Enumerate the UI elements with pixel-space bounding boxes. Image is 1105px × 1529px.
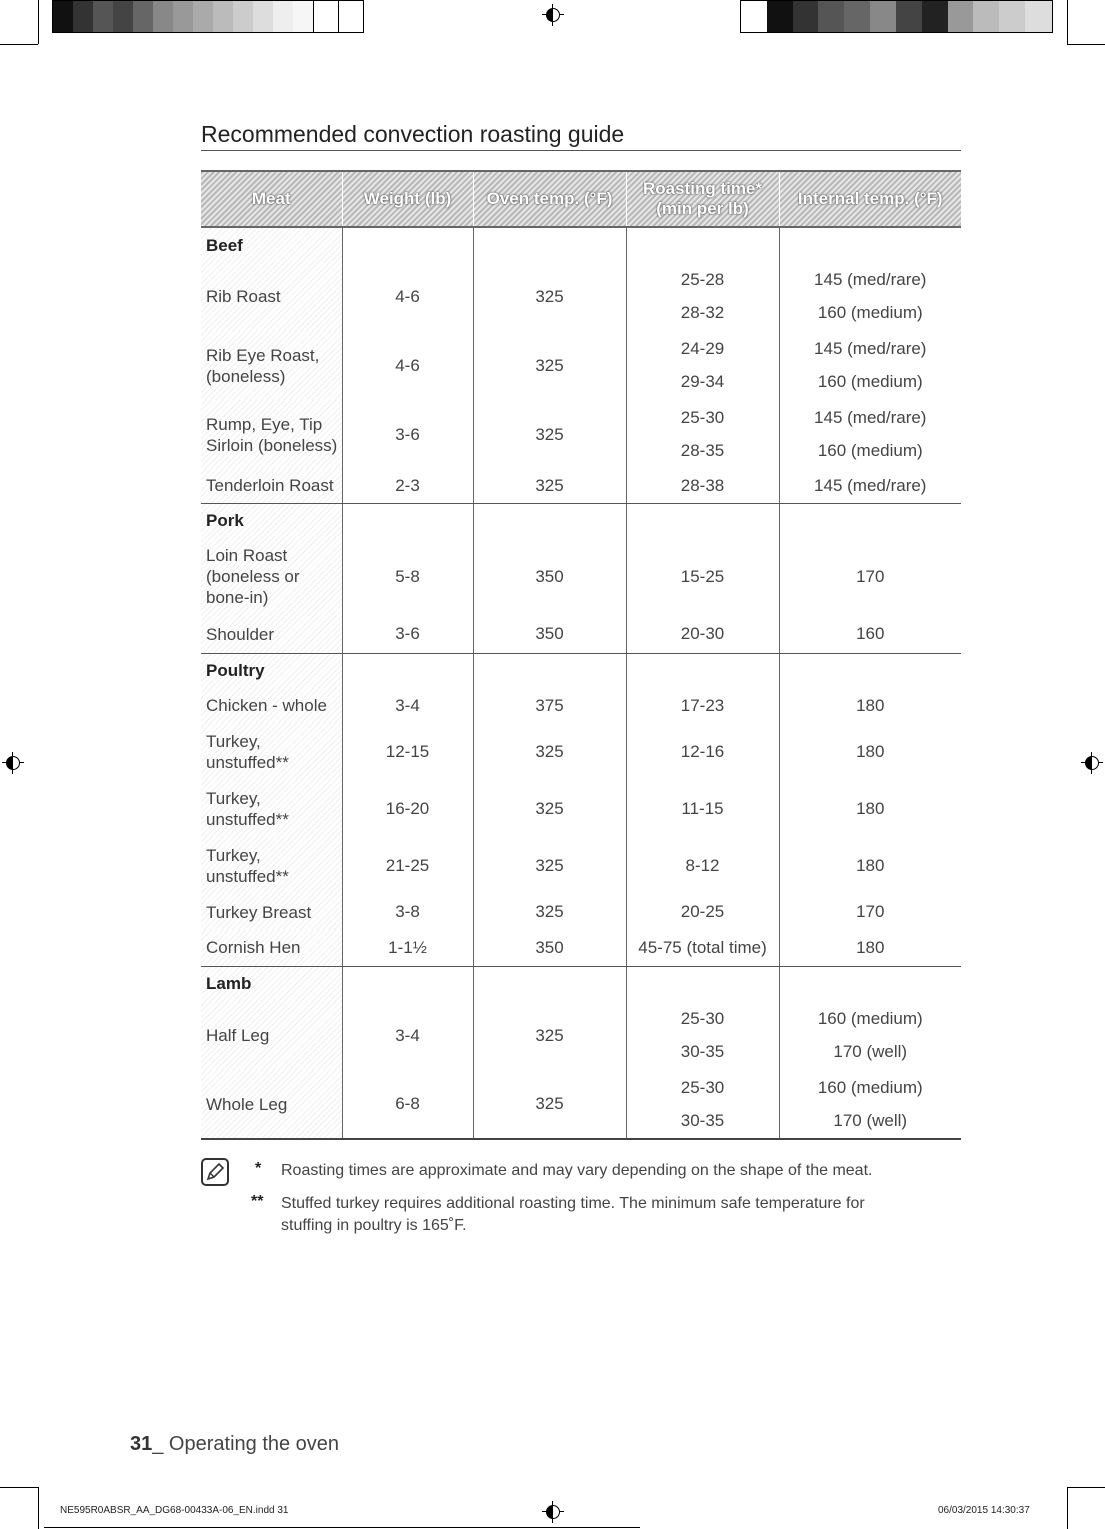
table-row [201, 780, 961, 837]
file-slug: NE595R0ABSR_AA_DG68-00433A-06_EN.indd 31 [60, 1505, 289, 1516]
table-header-row [201, 171, 961, 227]
roasting-time-cell: 25-30 30-35 [626, 1001, 779, 1070]
header-oven-temp: Oven temp. (°F) [473, 171, 626, 227]
meat-cell: Rump, Eye, Tip Sirloin (boneless) [201, 400, 342, 469]
internal-temp-cell: 180 [779, 780, 961, 837]
oven-temp-cell: 325 [473, 837, 626, 894]
internal-temp-cell: 180 [779, 930, 961, 966]
internal-temp-cell: 180 [779, 723, 961, 780]
internal-temp-cell: 180 [779, 837, 961, 894]
page-footer [130, 1433, 339, 1456]
note-text-2-line1: Stuffed turkey requires additional roasting time. The minimum safe temperature for [281, 1195, 865, 1212]
category-row-poultry [201, 653, 961, 688]
oven-temp-cell: 325 [473, 723, 626, 780]
crop-mark [1067, 1487, 1068, 1529]
roasting-guide-table [201, 170, 961, 1140]
internal-temp-cell: 145 (med/rare) [779, 469, 961, 503]
roasting-time-cell: 15-25 [626, 537, 779, 616]
note-text-2-line2: stuffing in poultry is 165˚F. [281, 1217, 467, 1234]
oven-temp-cell: 325 [473, 894, 626, 930]
table-row [201, 723, 961, 780]
weight-cell: 16-20 [342, 780, 473, 837]
color-bar-right [740, 0, 1053, 33]
weight-cell: 2-3 [342, 469, 473, 503]
table-row [201, 537, 961, 616]
note-icon [201, 1158, 229, 1186]
header-roasting-time-line1: Roasting time* [642, 179, 763, 198]
roasting-time-cell: 45-75 (total time) [626, 930, 779, 966]
roasting-time-cell: 8-12 [626, 837, 779, 894]
meat-cell: Rib Roast [201, 262, 342, 331]
table-row [201, 894, 961, 930]
registration-mark-icon [2, 752, 24, 774]
oven-temp-cell: 325 [473, 262, 626, 331]
oven-temp-cell: 325 [473, 469, 626, 503]
internal-temp-cell: 160 (medium) 170 (well) [779, 1001, 961, 1070]
roasting-time-cell: 20-30 [626, 616, 779, 653]
internal-temp-cell: 160 (medium) 170 (well) [779, 1070, 961, 1139]
weight-cell: 3-8 [342, 894, 473, 930]
weight-cell: 3-6 [342, 400, 473, 469]
table-row [201, 616, 961, 653]
table-row [201, 262, 961, 331]
weight-cell: 3-6 [342, 616, 473, 653]
oven-temp-cell: 325 [473, 780, 626, 837]
meat-cell: Loin Roast (boneless or bone-in) [201, 537, 342, 616]
internal-temp-cell: 160 [779, 616, 961, 653]
meat-cell: Turkey, unstuffed** [201, 837, 342, 894]
roasting-time-cell: 12-16 [626, 723, 779, 780]
page-title: Recommended convection roasting guide [201, 121, 625, 147]
date-slug: 06/03/2015 14:30:37 [938, 1505, 1030, 1516]
color-bar-left [52, 0, 364, 33]
meat-cell: Turkey Breast [201, 894, 342, 930]
meat-cell: Whole Leg [201, 1070, 342, 1139]
meat-cell: Cornish Hen [201, 930, 342, 966]
internal-temp-cell: 145 (med/rare) 160 (medium) [779, 331, 961, 400]
category-row-lamb [201, 966, 961, 1001]
internal-temp-cell: 145 (med/rare) 160 (medium) [779, 262, 961, 331]
section-name: _ Operating the oven [152, 1433, 340, 1455]
weight-cell: 4-6 [342, 262, 473, 331]
oven-temp-cell: 350 [473, 930, 626, 966]
category-row-pork [201, 503, 961, 537]
note-text-1: Roasting times are approximate and may vary depending on the shape of the meat. [281, 1162, 873, 1179]
roasting-time-cell: 24-29 29-34 [626, 331, 779, 400]
table-row [201, 1001, 961, 1070]
weight-cell: 3-4 [342, 688, 473, 723]
crop-mark [38, 1487, 39, 1529]
roasting-time-cell: 11-15 [626, 780, 779, 837]
registration-mark-icon [542, 4, 564, 26]
meat-cell: Turkey, unstuffed** [201, 780, 342, 837]
category-row-beef [201, 227, 961, 262]
header-weight: Weight (lb) [342, 171, 473, 227]
roasting-time-cell: 17-23 [626, 688, 779, 723]
meat-cell: Tenderloin Roast [201, 469, 342, 503]
oven-temp-cell: 325 [473, 1070, 626, 1139]
crop-mark [1067, 44, 1105, 45]
weight-cell: 21-25 [342, 837, 473, 894]
meat-cell: Half Leg [201, 1001, 342, 1070]
table-row [201, 400, 961, 469]
internal-temp-cell: 170 [779, 537, 961, 616]
table-row [201, 469, 961, 503]
roasting-time-cell: 28-38 [626, 469, 779, 503]
page-number: 31 [130, 1433, 153, 1455]
roasting-time-cell: 25-28 28-32 [626, 262, 779, 331]
category-label: Pork [201, 503, 342, 537]
table-row [201, 331, 961, 400]
crop-mark [44, 1527, 640, 1528]
meat-cell: Turkey, unstuffed** [201, 723, 342, 780]
crop-mark [38, 0, 39, 44]
table-row [201, 930, 961, 966]
header-roasting-time-line2: (min per lb) [656, 199, 749, 218]
header-roasting-time [626, 171, 779, 227]
internal-temp-cell: 170 [779, 894, 961, 930]
roasting-time-cell: 20-25 [626, 894, 779, 930]
weight-cell: 12-15 [342, 723, 473, 780]
title-rule [201, 150, 961, 151]
meat-cell: Chicken - whole [201, 688, 342, 723]
oven-temp-cell: 325 [473, 331, 626, 400]
registration-mark-icon [1081, 752, 1103, 774]
table-row [201, 688, 961, 723]
meat-cell: Rib Eye Roast, (boneless) [201, 331, 342, 400]
crop-mark [1067, 1487, 1105, 1488]
weight-cell: 6-8 [342, 1070, 473, 1139]
meat-cell: Shoulder [201, 616, 342, 653]
weight-cell: 1-1½ [342, 930, 473, 966]
header-meat: Meat [201, 171, 342, 227]
registration-mark-icon [542, 1501, 564, 1523]
internal-temp-cell: 180 [779, 688, 961, 723]
internal-temp-cell: 145 (med/rare) 160 (medium) [779, 400, 961, 469]
oven-temp-cell: 350 [473, 537, 626, 616]
note-asterisk-1: * [255, 1160, 262, 1177]
table-row [201, 1070, 961, 1139]
category-label: Poultry [201, 653, 342, 688]
oven-temp-cell: 375 [473, 688, 626, 723]
crop-mark [0, 44, 38, 45]
note-asterisk-2: ** [251, 1193, 264, 1210]
oven-temp-cell: 325 [473, 1001, 626, 1070]
weight-cell: 3-4 [342, 1001, 473, 1070]
table-row [201, 837, 961, 894]
oven-temp-cell: 325 [473, 400, 626, 469]
roasting-time-cell: 25-30 30-35 [626, 1070, 779, 1139]
category-label: Beef [201, 227, 342, 262]
weight-cell: 5-8 [342, 537, 473, 616]
header-internal-temp: Internal temp. (°F) [779, 171, 961, 227]
oven-temp-cell: 350 [473, 616, 626, 653]
crop-mark [1067, 0, 1068, 44]
crop-mark [0, 1487, 38, 1488]
roasting-time-cell: 25-30 28-35 [626, 400, 779, 469]
category-label: Lamb [201, 966, 342, 1001]
weight-cell: 4-6 [342, 331, 473, 400]
